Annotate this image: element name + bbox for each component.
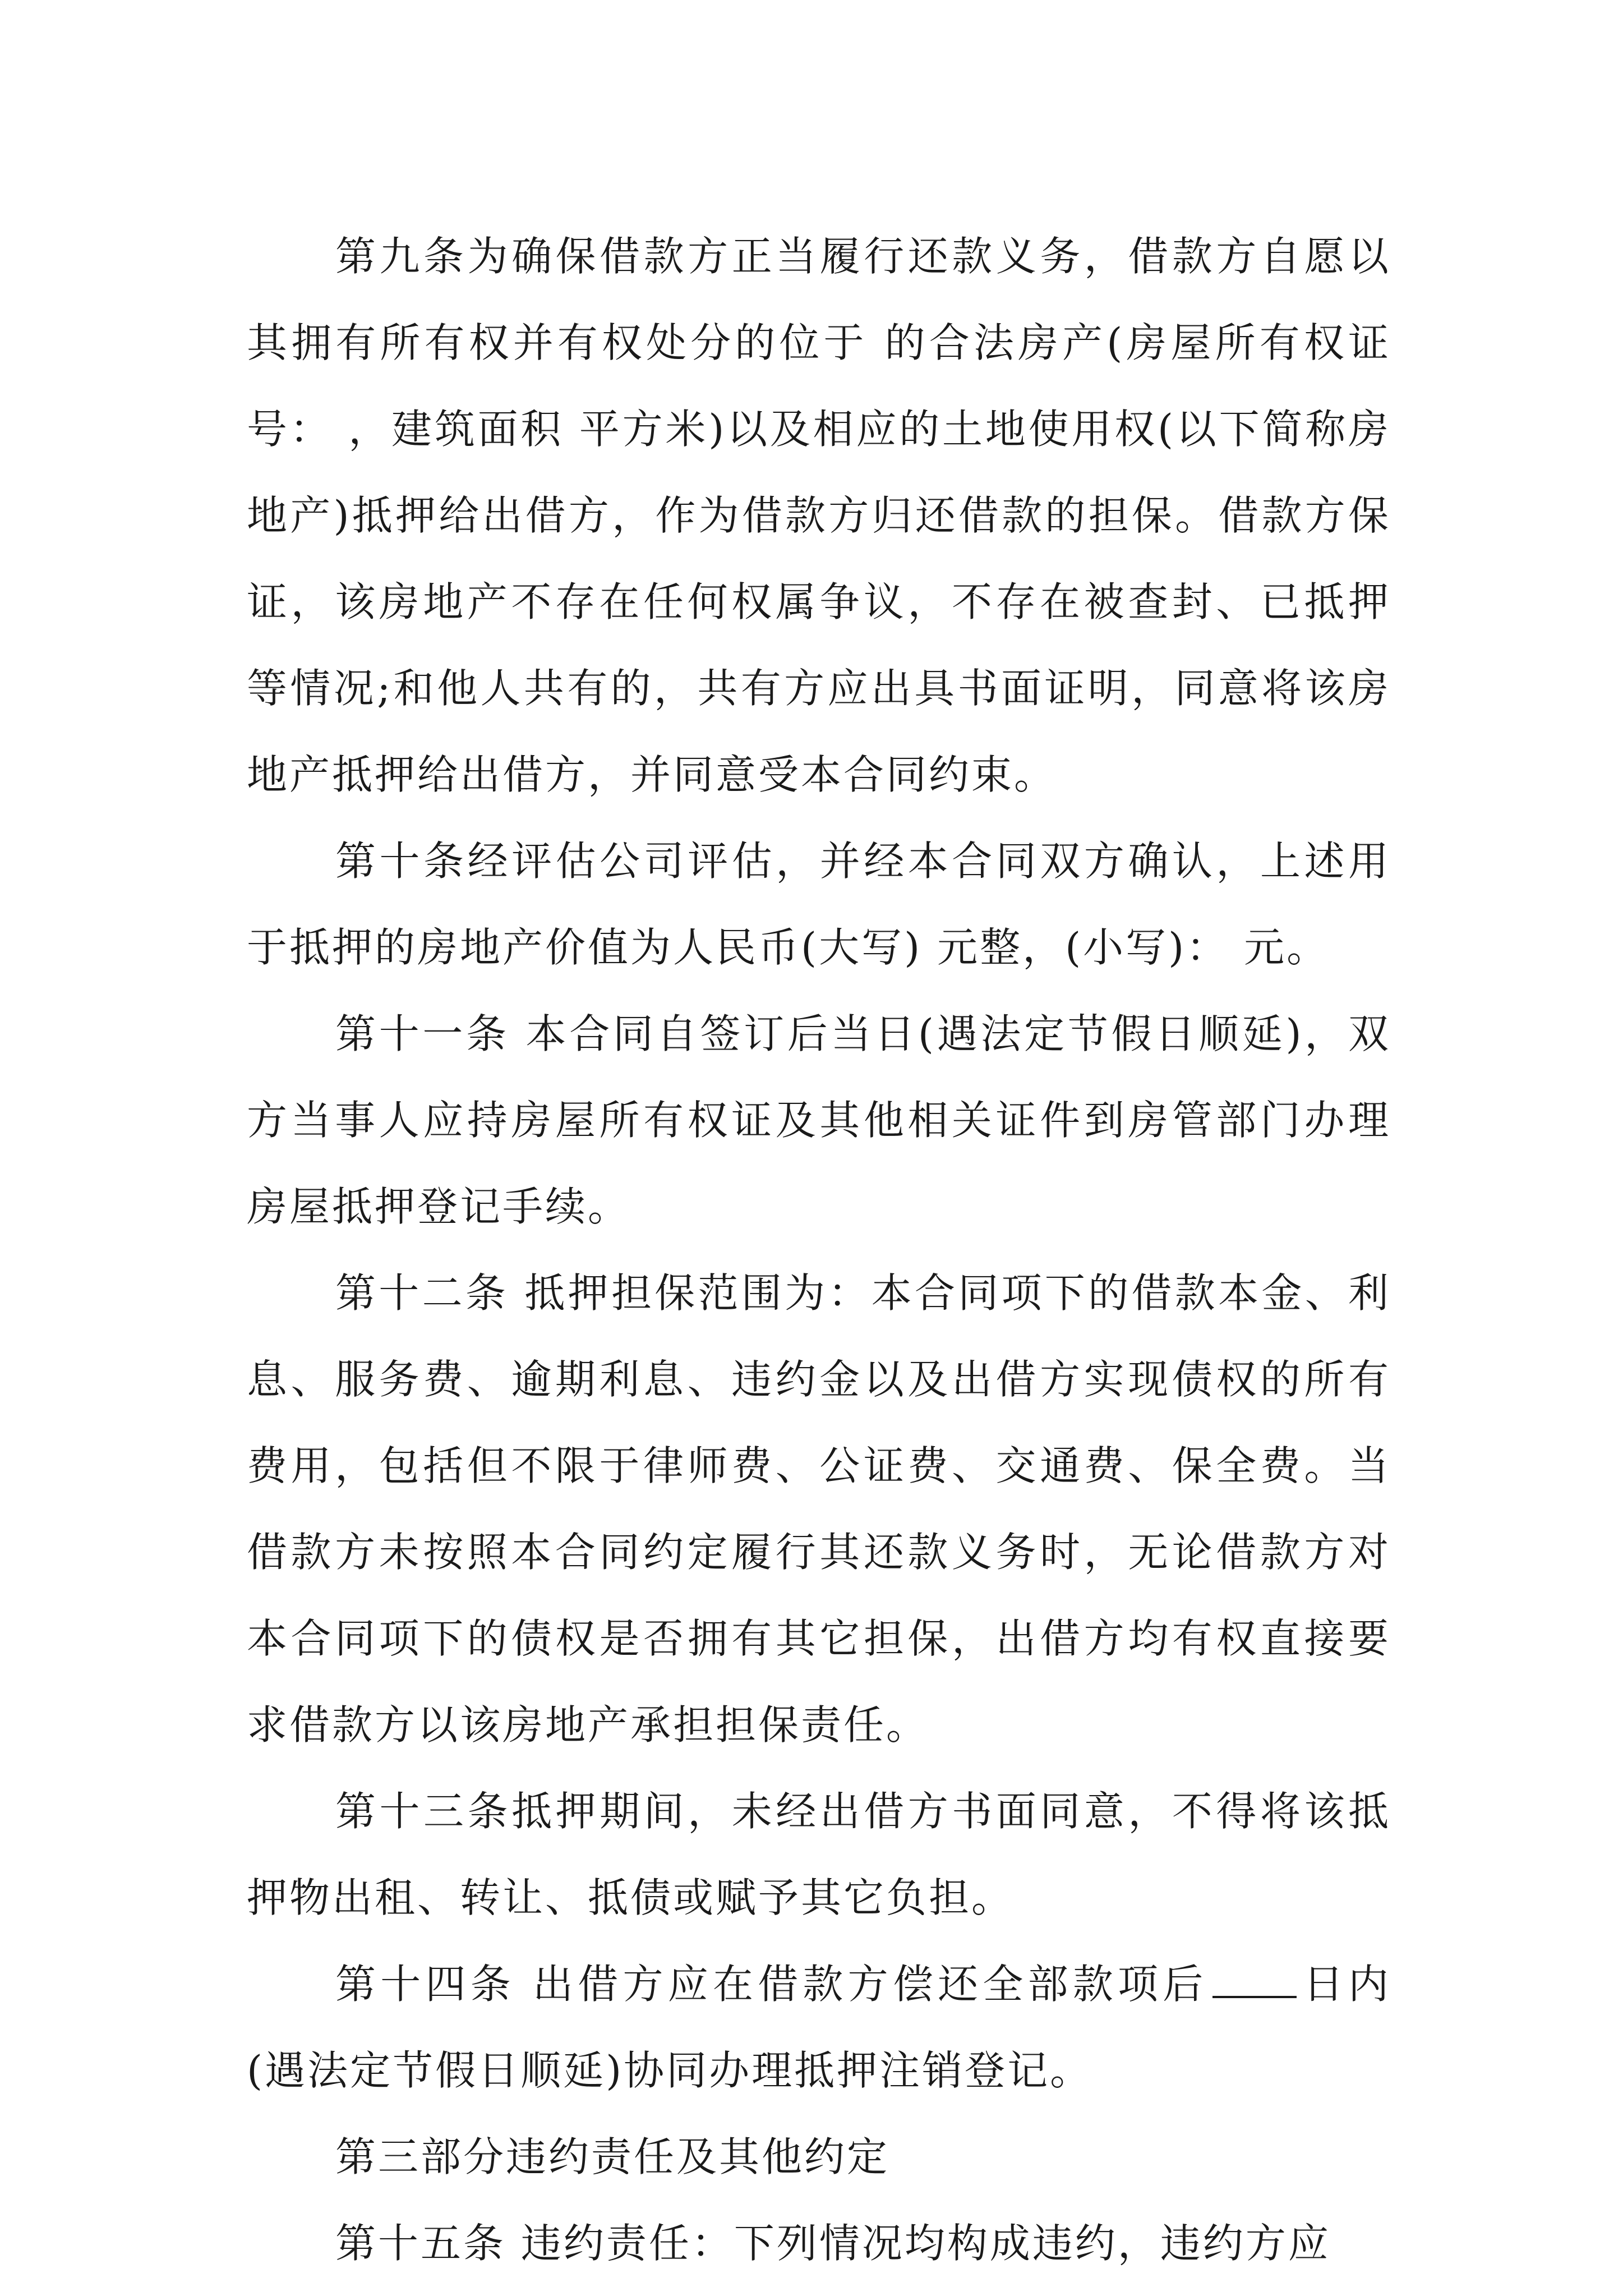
clause-9: 第九条为确保借款方正当履行还款义务，借款方自愿以其拥有所有权并有权处分的位于 的合法房产(房屋所有权证号： ，建筑面积 平方米)以及相应的土地使用权(以下简称房地产)抵押给出借方，作为借款方归还借款的担保。借款方保证，该房地产不存在任何权属争议，不存在被查封、已抵押等情况;和他人共有的，共有方应出具书面证明，同意将该房地产抵押给出借方，并同意受本合同约束。: [247, 233, 1391, 798]
clause-14: [247, 1941, 1391, 2114]
clause-10: 第十条经评估公司评估，并经本合同双方确认，上述用于抵押的房地产价值为人民币(大写) 元整，(小写)： 元。: [247, 838, 1391, 971]
clause-14-text-after: 日内(遇法定节假日顺延)协同办理抵押注销登记。: [247, 1961, 1391, 2094]
section-heading-part-3: 第三部分违约责任及其他约定: [335, 2133, 890, 2180]
fill-in-blank-days: [1212, 1962, 1297, 1998]
clause-11: 第十一条 本合同自签订后当日(遇法定节假日顺延)，双方当事人应持房屋所有权证及其他相关证件到房管部门办理房屋抵押登记手续。: [247, 1010, 1391, 1230]
clause-13: 第十三条抵押期间，未经出借方书面同意，不得将该抵押物出租、转让、抵债或赋予其它负担。: [247, 1788, 1391, 1921]
clause-15: 第十五条 违约责任：下列情况均构成违约，违约方应: [335, 2220, 1331, 2267]
document-body: [247, 213, 1391, 2286]
clause-14-text-before: 第十四条 出借方应在借款方偿还全部款项后: [335, 1961, 1208, 2008]
clause-12: 第十二条 抵押担保范围为：本合同项下的借款本金、利息、服务费、逾期利息、违约金以及出借方实现债权的所有费用，包括但不限于律师费、公证费、交通费、保全费。当借款方未按照本合同约定履行其还款义务时，无论借款方对本合同项下的债权是否拥有其它担保，出借方均有权直接要求借款方以该房地产承担担保责任。: [247, 1269, 1391, 1749]
